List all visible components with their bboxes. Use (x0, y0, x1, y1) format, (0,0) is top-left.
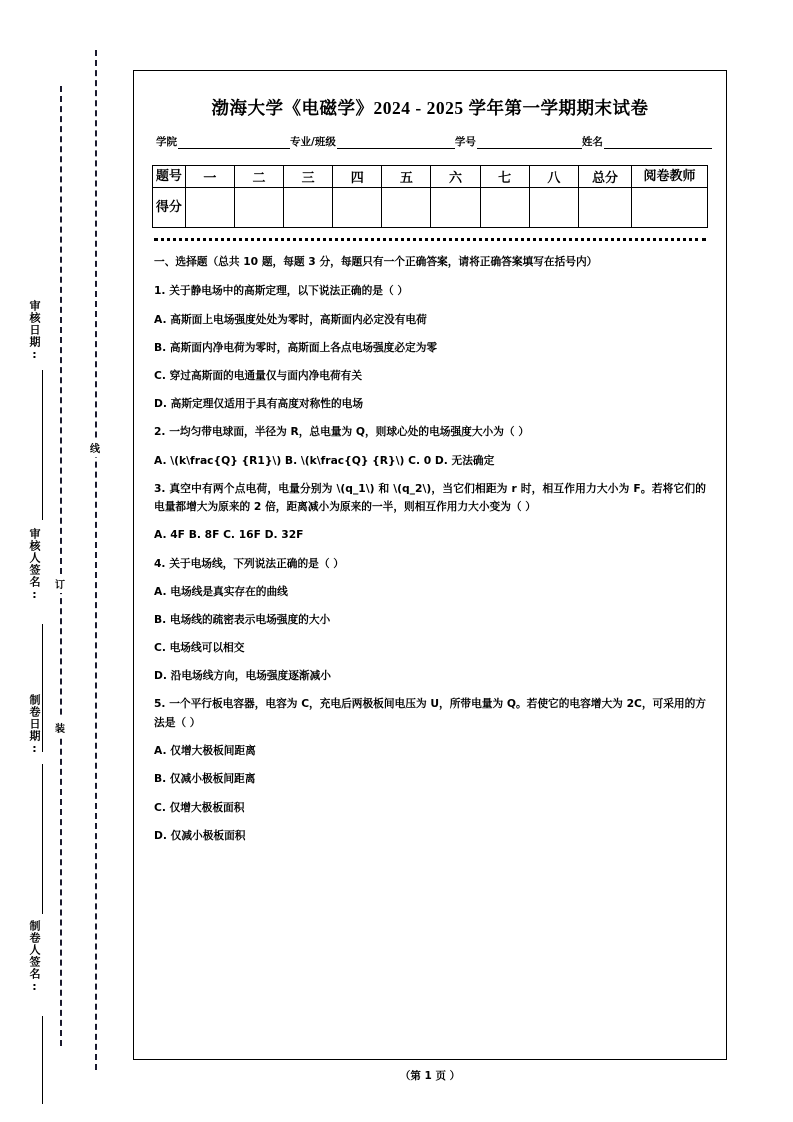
question-1-option-d[interactable]: D. 高斯定理仅适用于具有高度对称性的电场 (154, 396, 364, 410)
binding-mark-xian: 线 (88, 438, 102, 457)
question-no-7: 七 (480, 166, 529, 188)
question-4-option-a[interactable]: A. 电场线是真实存在的曲线 (154, 584, 288, 598)
table-row-question-numbers (153, 166, 708, 188)
field-name-label: 姓名 (581, 136, 603, 148)
question-no-5: 五 (382, 166, 431, 188)
field-student-id (455, 134, 582, 149)
question-1-option-b[interactable]: B. 高斯面内净电荷为零时，高斯面上各点电场强度必定为零 (154, 340, 438, 354)
question-no-3: 三 (284, 166, 333, 188)
question-1-stem: 1. 关于静电场中的高斯定理，以下说法正确的是（ ） (154, 284, 409, 298)
binding-dashed-line-inner (95, 50, 97, 1070)
row-label-question-no (153, 166, 186, 188)
field-college-input[interactable] (178, 137, 290, 149)
field-college (156, 134, 290, 149)
row-label-question-no-text: 题号 (155, 168, 182, 184)
question-3-options[interactable]: A. 4F B. 8F C. 16F D. 32F (154, 528, 304, 542)
field-major-class-input[interactable] (337, 137, 455, 149)
margin-rule-review-date (42, 370, 43, 520)
field-major-class-label: 专业/班级 (290, 136, 336, 148)
question-1-option-a[interactable]: A. 高斯面上电场强度处处为零时，高斯面内必定没有电荷 (154, 312, 427, 326)
exam-body (152, 253, 708, 844)
margin-label-reviewer-signature: 审核人签名: (28, 528, 41, 602)
margin-label-maker-signature: 制卷人签名: (28, 920, 41, 994)
score-cell-2[interactable] (234, 188, 283, 228)
field-student-id-label: 学号 (454, 136, 476, 148)
question-2-options[interactable]: A. \(k\frac{Q} {R1}\) B. \(k\frac{Q} {R}\) C. 0 D. 无法确定 (154, 453, 495, 467)
page-title: 渤海大学《电磁学》2024 - 2025 学年第一学期期末试卷 (211, 98, 649, 118)
question-1-option-c[interactable]: C. 穿过高斯面的电通量仅与面内净电荷有关 (154, 368, 363, 382)
binding-mark-ding: 订 (53, 574, 67, 593)
score-cell-7[interactable] (480, 188, 529, 228)
page-footer: （第 1 页 ） (399, 1070, 461, 1082)
question-5-stem: 5. 一个平行板电容器，电容为 C，充电后两极板间电压为 U，所带电量为 Q。若使它的电容增大为 2C，可采用的方法是（ ） (154, 697, 706, 729)
field-name (582, 134, 712, 149)
score-cell-5[interactable] (382, 188, 431, 228)
total-score-label: 总分 (578, 166, 631, 188)
exam-paper-frame (133, 70, 727, 1060)
score-cell-teacher[interactable] (632, 188, 708, 228)
score-cell-8[interactable] (529, 188, 578, 228)
grading-teacher-label: 阅卷教师 (632, 166, 708, 188)
score-cell-4[interactable] (333, 188, 382, 228)
score-cell-total[interactable] (578, 188, 631, 228)
left-margin-zone (0, 0, 133, 1122)
question-4-option-d[interactable]: D. 沿电场线方向，电场强度逐渐减小 (154, 669, 331, 683)
binding-mark-zhuang: 装 (53, 718, 67, 737)
question-5-option-b[interactable]: B. 仅减小极板间距离 (154, 772, 256, 786)
field-college-label: 学院 (156, 136, 177, 148)
margin-label-make-date: 制卷日期: (28, 694, 41, 756)
question-5-option-c[interactable]: C. 仅增大极板面积 (154, 800, 245, 814)
row-label-score (153, 188, 186, 228)
question-no-6: 六 (431, 166, 480, 188)
margin-rule-reviewer-signature (42, 624, 43, 752)
field-name-input[interactable] (604, 137, 712, 149)
score-cell-1[interactable] (185, 188, 234, 228)
field-student-id-input[interactable] (477, 137, 582, 149)
question-4-option-c[interactable]: C. 电场线可以相交 (154, 641, 245, 655)
score-table (152, 165, 708, 228)
field-major-class (290, 134, 455, 149)
question-5-option-a[interactable]: A. 仅增大极板间距离 (154, 744, 256, 758)
question-no-4: 四 (333, 166, 382, 188)
margin-rule-make-date (42, 764, 43, 914)
score-cell-6[interactable] (431, 188, 480, 228)
student-info-line (152, 134, 708, 149)
table-row-scores (153, 188, 708, 228)
question-no-1: 一 (185, 166, 234, 188)
section-divider (154, 238, 706, 241)
question-4-stem: 4. 关于电场线，下列说法正确的是（ ） (154, 556, 344, 570)
question-2-stem: 2. 一均匀带电球面，半径为 R，总电量为 Q，则球心处的电场强度大小为（ ） (154, 425, 530, 439)
margin-label-review-date: 审核日期: (28, 300, 41, 362)
question-3-stem: 3. 真空中有两个点电荷，电量分别为 \(q_1\) 和 \(q_2\)，当它们相距为 r 时，相互作用力大小为 F。若将它们的电量都增大为原来的 2 倍，距离减小为原来的一半，则相互作用力大小变为（ ） (154, 481, 706, 514)
section-heading: 一、选择题（总共 10 题，每题 3 分，每题只有一个正确答案，请将正确答案填写在括号内） (154, 255, 598, 268)
question-4-option-b[interactable]: B. 电场线的疏密表示电场强度的大小 (154, 613, 331, 627)
margin-rule-maker-signature (42, 1016, 43, 1104)
binding-dashed-line-outer (60, 86, 62, 1046)
row-label-score-text: 得分 (155, 199, 182, 215)
question-5-option-d[interactable]: D. 仅减小极板面积 (154, 828, 246, 842)
question-no-8: 八 (529, 166, 578, 188)
score-cell-3[interactable] (284, 188, 333, 228)
question-no-2: 二 (234, 166, 283, 188)
